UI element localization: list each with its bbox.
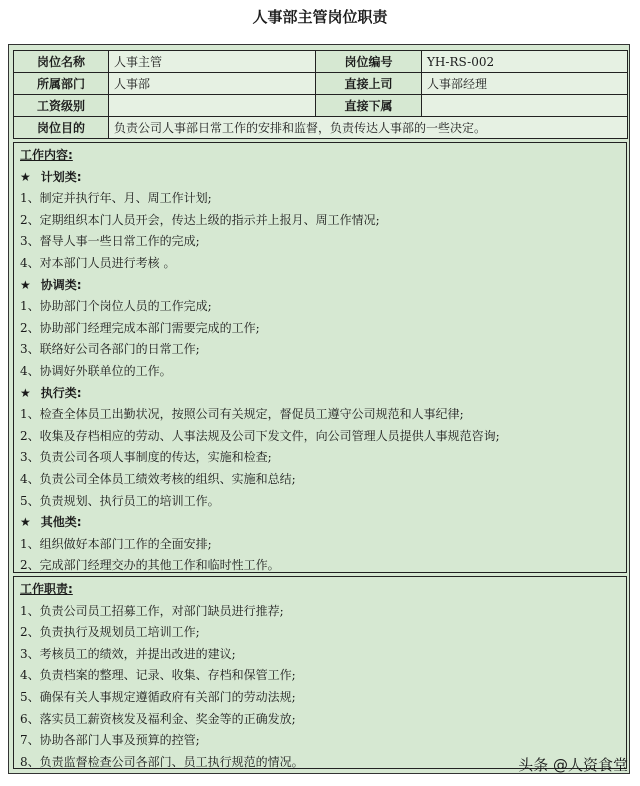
category-heading <box>20 167 626 189</box>
list-item: 8、负责监督检查公司各部门、员工执行规范的情况。 <box>20 754 304 769</box>
list-item: 2、收集及存档相应的劳动、人事法规及公司下发文件，向公司管理人员提供人事规范咨询; <box>20 428 500 443</box>
subordinate-label: 直接下属 <box>316 95 422 117</box>
duties-section <box>13 576 627 769</box>
list-item: 3、考核员工的绩效，并提出改进的建议; <box>20 646 236 661</box>
list-item: 5、确保有关人事规定遵循政府有关部门的劳动法规; <box>20 689 296 704</box>
list-item: 2、定期组织本门人员开会，传达上级的指示并上报月、周工作情况; <box>20 212 380 227</box>
category-heading <box>20 383 626 405</box>
category-name: 执行类: <box>40 385 82 400</box>
list-item: 1、组织做好本部门工作的全面安排; <box>20 536 212 551</box>
purpose-label: 岗位目的 <box>14 117 109 139</box>
job-description-sheet <box>8 44 630 774</box>
department-label: 所属部门 <box>14 73 109 95</box>
purpose-value: 负责公司人事部日常工作的安排和监督，负责传达人事部的一些决定。 <box>109 117 628 139</box>
category-heading <box>20 275 626 297</box>
salary-grade-label: 工资级别 <box>14 95 109 117</box>
position-name-value: 人事主管 <box>109 51 316 73</box>
salary-grade-value <box>109 95 316 117</box>
superior-value: 人事部经理 <box>422 73 628 95</box>
duties-heading: 工作职责: <box>20 582 73 596</box>
list-item: 4、负责公司全体员工绩效考核的组织、实施和总结; <box>20 471 296 486</box>
star-icon: ★ <box>20 169 31 184</box>
category-name: 其他类: <box>40 515 82 530</box>
star-icon: ★ <box>20 385 31 400</box>
superior-label: 直接上司 <box>316 73 422 95</box>
info-row <box>14 73 628 95</box>
category-heading <box>20 512 626 534</box>
info-row <box>14 117 628 139</box>
list-item: 2、完成部门经理交办的其他工作和临时性工作。 <box>20 558 280 573</box>
info-row <box>14 51 628 73</box>
list-item: 1、检查全体员工出勤状况，按照公司有关规定，督促员工遵守公司规范和人事纪律; <box>20 407 464 422</box>
position-code-value: YH-RS-002 <box>422 51 628 73</box>
category-name: 计划类: <box>40 169 82 184</box>
duties-body <box>20 601 626 774</box>
list-item: 6、落实员工薪资核发及福利金、奖金等的正确发放; <box>20 711 296 726</box>
list-item: 2、协助部门经理完成本部门需要完成的工作; <box>20 320 260 335</box>
list-item: 1、制定并执行年、月、周工作计划; <box>20 191 212 206</box>
watermark: 头条 @人资食堂 <box>518 756 628 774</box>
list-item: 4、对本部门人员进行考核 。 <box>20 255 176 270</box>
subordinate-value <box>422 95 628 117</box>
list-item: 3、联络好公司各部门的日常工作; <box>20 342 200 357</box>
document-title: 人事部主管岗位职责 <box>252 8 388 26</box>
list-item: 4、负责档案的整理、记录、收集、存档和保管工作; <box>20 668 296 683</box>
position-info-table <box>13 50 628 139</box>
position-code-label: 岗位编号 <box>316 51 422 73</box>
list-item: 1、协助部门个岗位人员的工作完成; <box>20 299 212 314</box>
work-content-heading: 工作内容: <box>20 148 73 162</box>
star-icon: ★ <box>20 515 31 530</box>
work-content-body <box>20 167 626 577</box>
star-icon: ★ <box>20 277 31 292</box>
list-item: 7、协助各部门人事及预算的控管; <box>20 733 200 748</box>
category-name: 协调类: <box>40 277 82 292</box>
list-item: 3、负责公司各项人事制度的传达，实施和检查; <box>20 450 272 465</box>
list-item: 4、协调好外联单位的工作。 <box>20 363 172 378</box>
list-item: 2、负责执行及规划员工培训工作; <box>20 625 200 640</box>
department-value: 人事部 <box>109 73 316 95</box>
position-name-label: 岗位名称 <box>14 51 109 73</box>
list-item: 5、负责规划、执行员工的培训工作。 <box>20 493 220 508</box>
list-item: 1、负责公司员工招募工作，对部门缺员进行推荐; <box>20 603 284 618</box>
info-row <box>14 95 628 117</box>
work-content-section <box>13 142 627 573</box>
list-item: 3、督导人事一些日常工作的完成; <box>20 234 200 249</box>
